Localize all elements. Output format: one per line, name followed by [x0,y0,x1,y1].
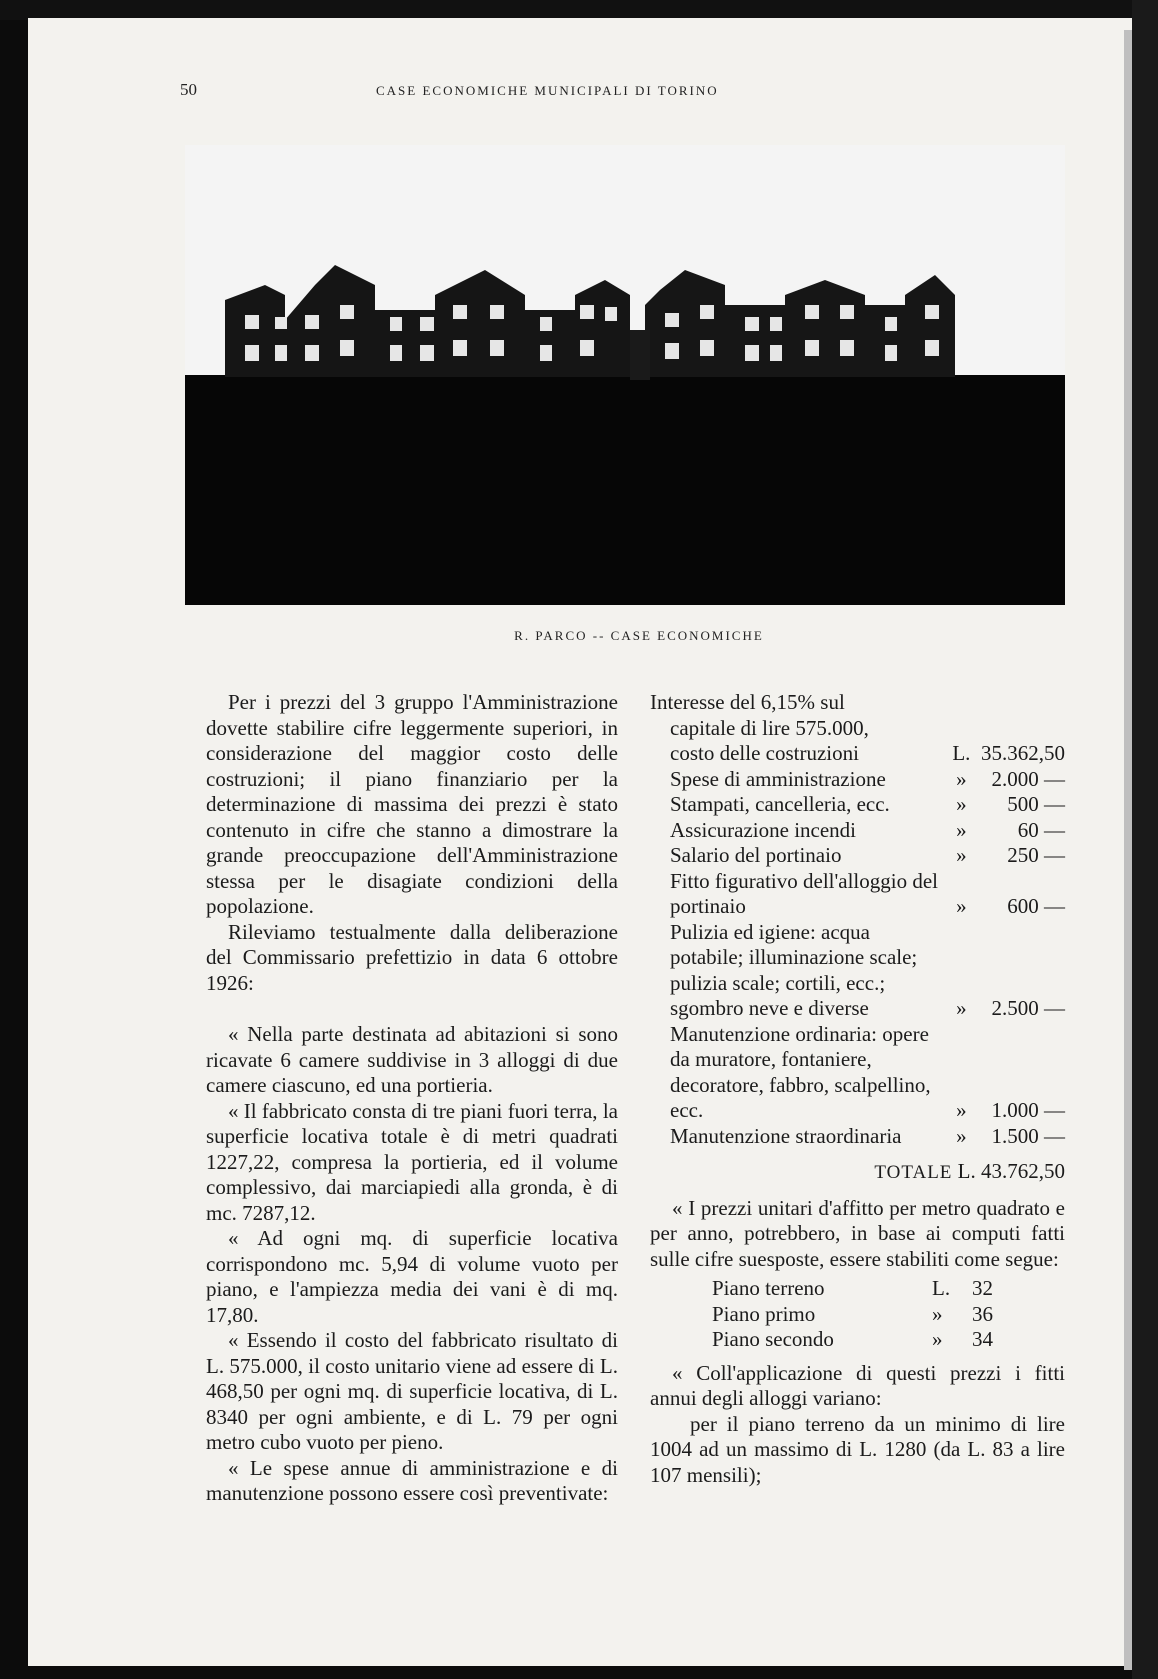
scan-edge-right [1132,0,1158,1679]
paragraph: « Essendo il costo del fabbricato risultato di L. 575.000, il costo unitario viene ad essere di L. 468,50 per ogni mq. di superficie locativa, di L. 8340 per ogni ambiente, e di L. 79 per ogni metro cubo vuoto per pieno. [206,1328,618,1454]
paragraph: « Coll'applicazione di questi prezzi i fitti annui degli alloggi variano: [650,1360,1065,1410]
expense-row: Salario del portinaio » 250 — [670,843,1065,867]
expense-row: Manutenzione straordinaria » 1.500 — [670,1123,1065,1148]
expense-row: costo delle costruzioni L. 35.362,50 [670,741,1065,765]
expense-row: Fitto figurativo dell'alloggio del portinaio » 600 — [670,868,1065,918]
page-number: 50 [180,80,197,99]
expense-row: Pulizia ed igiene: acqua potabile; illuminazione scale; pulizia scale; cortili, ecc.; sgombro neve e diverse » 2.500 — [670,919,1065,1020]
building-photo-drawing [185,145,1065,605]
paragraph: « Le spese annue di amministrazione e di manutenzione possono essere così preventivate: [206,1455,618,1505]
paragraph: Per i prezzi del 3 gruppo l'Amministrazione dovette stabilire cifre leggermente superiori, in considerazione del maggior costo delle costruzioni; il piano finanziario per la determinazione di massima dei prezzi è stato contenuto in cifre che stanno a dimostrare la grande preoccupazione dell'Amministrazione stessa per le disagiate condizioni della popolazione. [206,690,618,918]
expense-row: Manutenzione ordinaria: opere da muratore, fontaniere, decoratore, fabbro, scalpellino, ecc. » 1.000 — [670,1021,1065,1122]
expense-row: Stampati, cancelleria, ecc. » 500 — [670,792,1065,816]
paragraph: « Nella parte destinata ad abitazioni si sono ricavate 6 camere suddivise in 3 alloggi di due camere ciascuno, ed una portieria. [206,1022,618,1097]
paragraph: « Il fabbricato consta di tre piani fuori terra, la superficie locativa totale è di metri quadrati 1227,22, compresa la portieria, ed il volume complessivo, dai marciapiedi alla gronda, è di mc. 7287,12. [206,1098,618,1225]
building-photograph [185,145,1065,605]
expense-table [650,690,1065,1149]
expense-row: Assicurazione incendi » 60 — [670,817,1065,842]
paragraph: per il piano terreno da un minimo di lire 1004 ad un massimo di L. 1280 (da L. 83 a lire 107 mensili); [650,1411,1065,1487]
expense-total [650,1159,1065,1186]
paragraph: « Ad ogni mq. di superficie locativa corrispondono mc. 5,94 di volume vuoto per piano, e l'ampiezza media dei vani è di mq. 17,80. [206,1226,618,1327]
expense-row: Spese di amministrazione » 2.000 — [670,766,1065,791]
paragraph: Rileviamo testualmente dalla deliberazione del Commissario prefettizio in data 6 ottobre 1926: [206,919,618,995]
scan-edge-highlight [1124,30,1132,1670]
price-row: Piano secondo » 34 [712,1327,993,1351]
left-column [206,690,618,1507]
expense-intro: capitale di lire 575.000, [670,715,869,740]
running-title: CASE ECONOMICHE MUNICIPALI DI TORINO [376,83,719,98]
price-row: Piano terreno L. 32 [712,1276,993,1300]
price-row: Piano primo » 36 [712,1301,993,1326]
figure-caption: R. PARCO -- CASE ECONOMICHE [514,628,764,643]
expense-intro: Interesse del 6,15% sul [650,690,845,714]
total-value: L. 43.762,50 [957,1159,1065,1183]
total-label: TOTALE [874,1162,953,1183]
right-column [650,690,1065,1488]
paragraph: « I prezzi unitari d'affitto per metro quadrato e per anno, potrebbero, in base ai computi fatti sulle cifre suesposte, essere stabiliti come segue: [650,1195,1065,1271]
rent-price-table [712,1276,993,1353]
scan-edge-top [0,0,1158,20]
